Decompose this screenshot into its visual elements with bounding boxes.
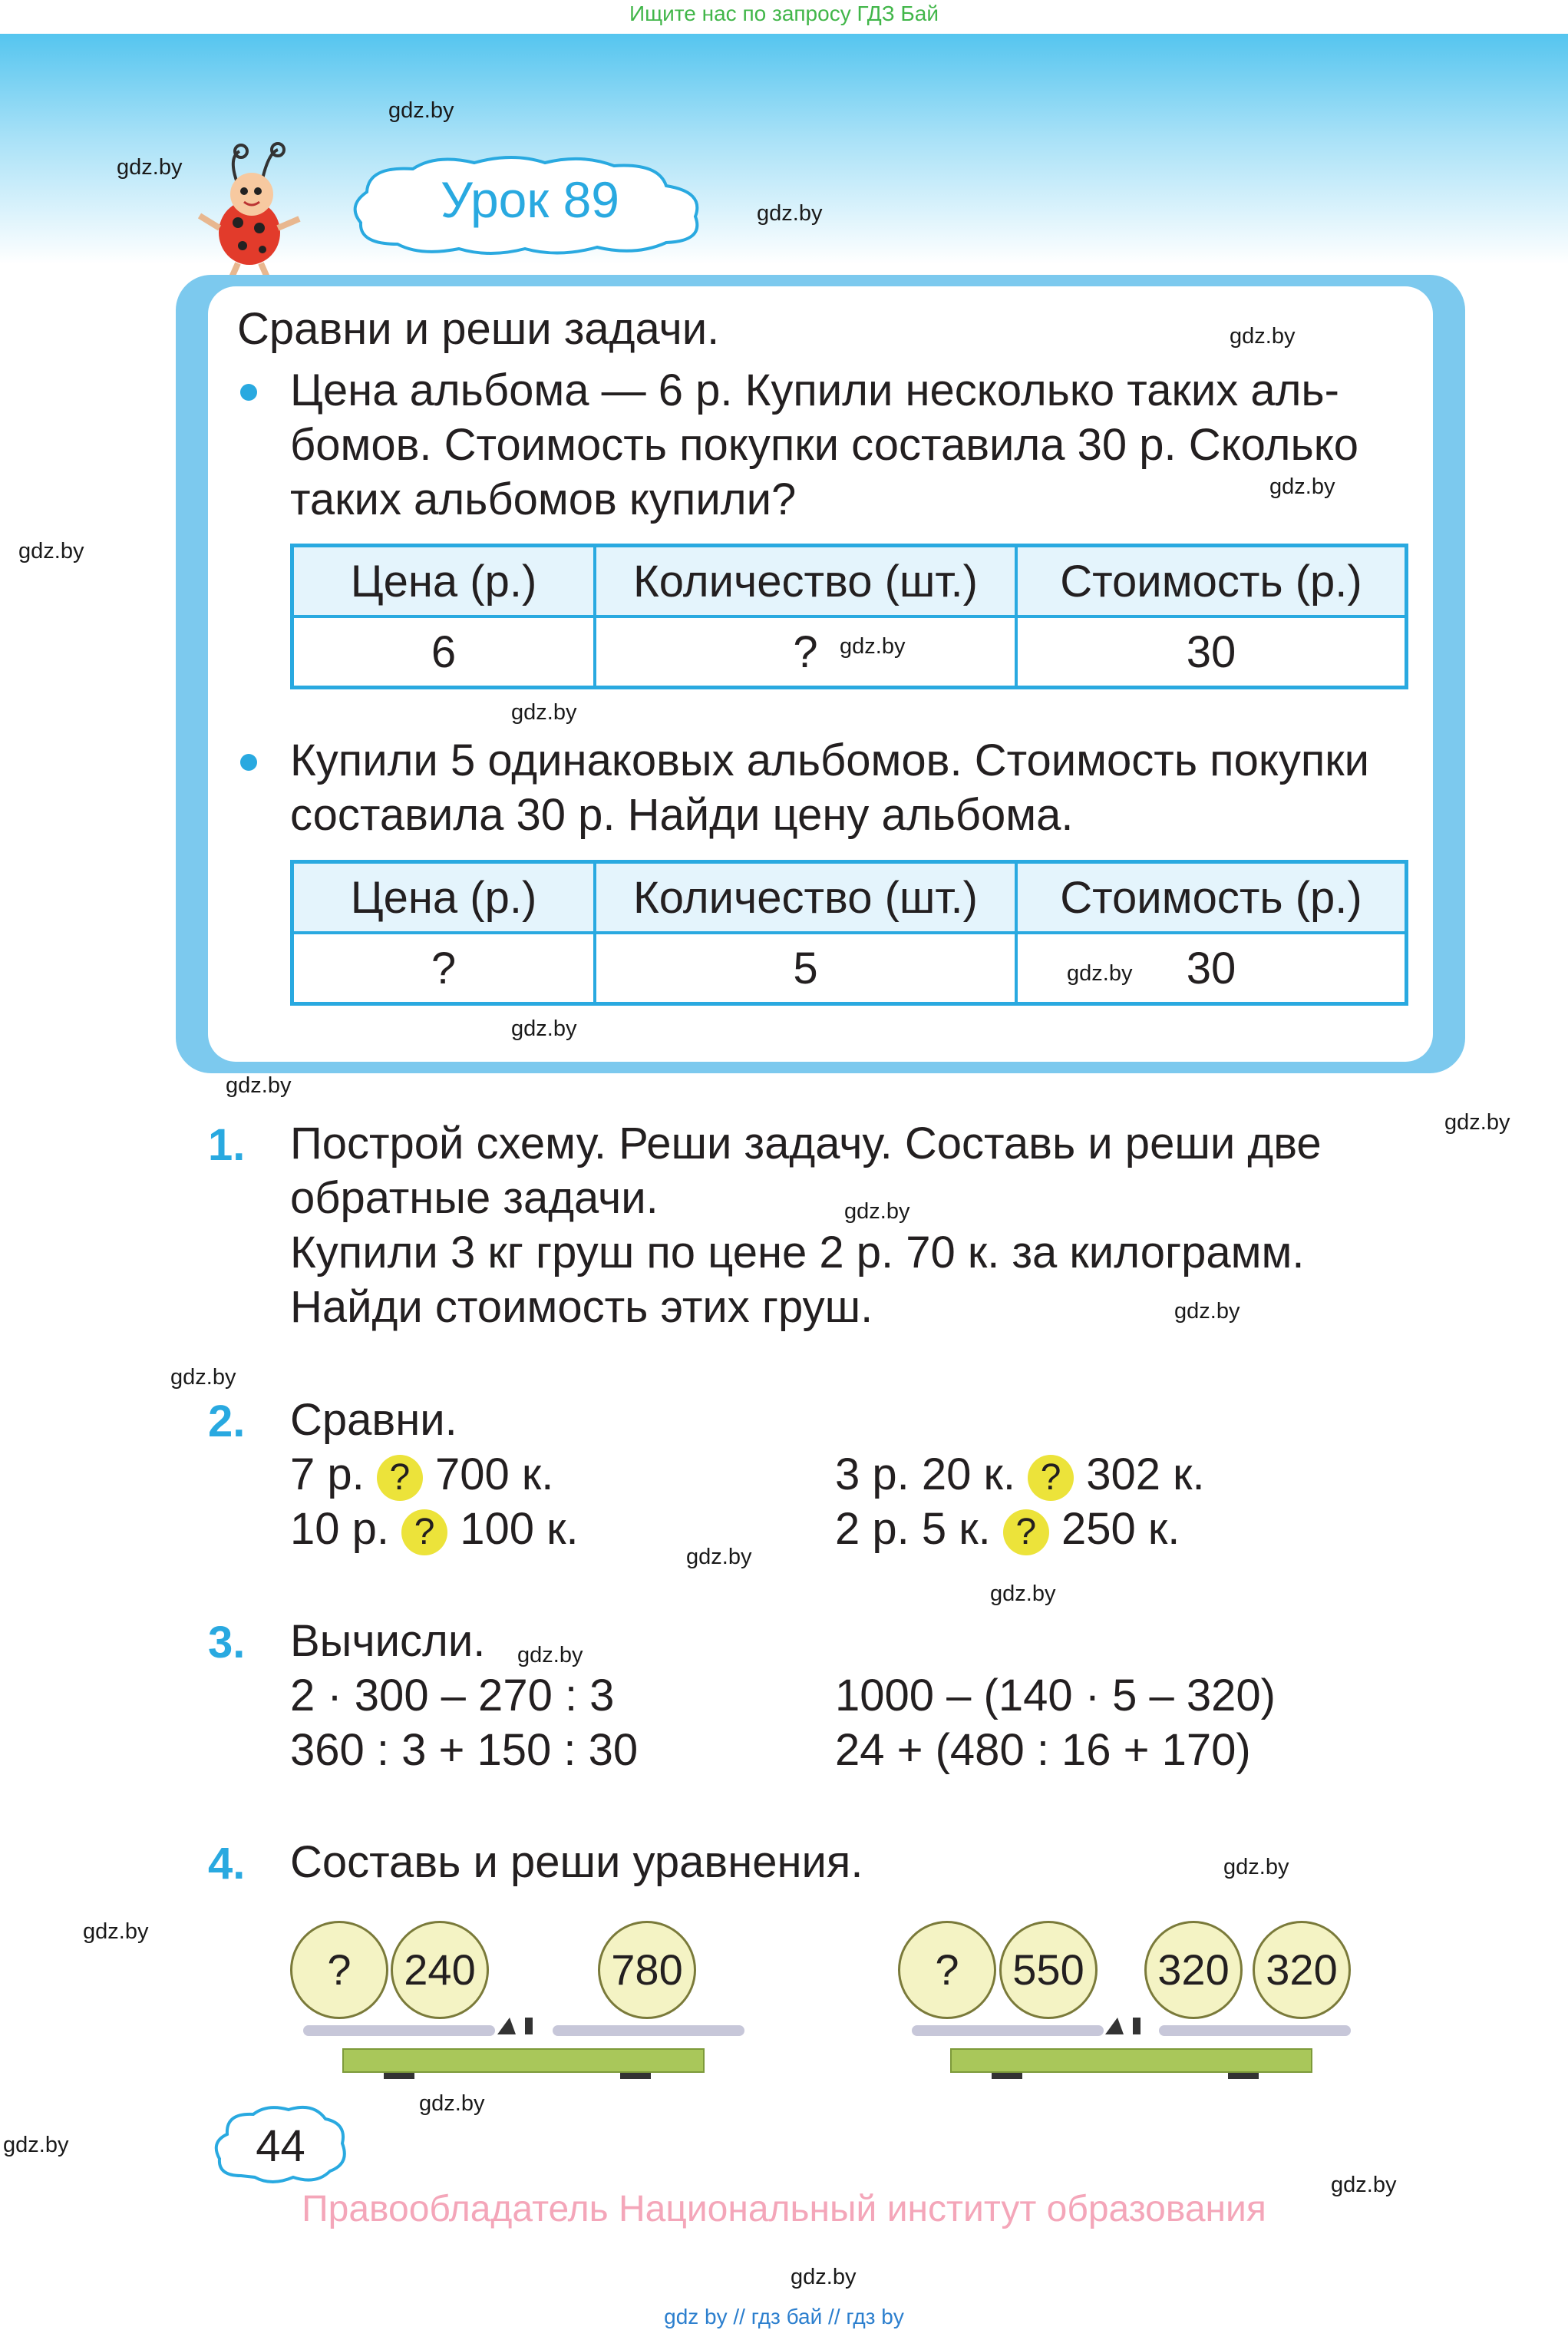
site-note: Ищите нас по запросу ГДЗ Бай: [629, 2, 939, 25]
bullet-icon: [240, 384, 257, 401]
task-number: 1.: [208, 1120, 246, 1170]
task-number: 4.: [208, 1839, 246, 1889]
table-cell: ?: [292, 933, 596, 1004]
problem1-line: бомов. Стоимость покупки составила 30 р. Сколько: [290, 420, 1358, 470]
table-cell: 5: [595, 933, 1016, 1004]
compare-value: 250 к.: [1061, 1504, 1180, 1554]
bullet-icon: [240, 754, 257, 771]
compare-value: 700 к.: [435, 1449, 554, 1499]
scale-base: [950, 2048, 1312, 2073]
compare-row: [835, 1503, 1180, 1555]
weight-circle: 780: [598, 1921, 696, 2019]
watermark: gdz.by: [1269, 474, 1335, 499]
question-mark-icon: ?: [377, 1455, 423, 1501]
task1-line: Купили 3 кг груш по цене 2 р. 70 к. за килограмм.: [290, 1228, 1305, 1277]
weight-circle: 240: [391, 1921, 489, 2019]
watermark: gdz.by: [1230, 324, 1296, 349]
table-header: Стоимость (р.): [1016, 546, 1407, 617]
intro-heading: Сравни и реши задачи.: [237, 304, 720, 354]
question-mark-icon: ?: [1028, 1455, 1074, 1501]
expression: 24 + (480 : 16 + 170): [835, 1725, 1251, 1775]
question-mark-icon: ?: [401, 1509, 447, 1555]
table-cell: 6: [292, 616, 596, 688]
weight-circle: 320: [1253, 1921, 1351, 2019]
task1-line: обратные задачи.: [290, 1173, 659, 1223]
scale-foot: [620, 2073, 651, 2079]
problem1-table: [290, 544, 1408, 689]
watermark: gdz.by: [1331, 2173, 1397, 2197]
watermark: gdz.by: [3, 2133, 69, 2157]
table-cell: 30: [1016, 616, 1407, 688]
expression: 2 · 300 – 270 : 3: [290, 1671, 615, 1720]
watermark: gdz.by: [117, 155, 183, 180]
watermark: gdz.by: [840, 634, 906, 659]
scale-foot: [1228, 2073, 1259, 2079]
expression: 360 : 3 + 150 : 30: [290, 1725, 639, 1775]
weight-circle: 320: [1144, 1921, 1243, 2019]
watermark: gdz.by: [686, 1545, 752, 1569]
compare-row: [290, 1503, 579, 1555]
watermark: gdz.by: [83, 1919, 149, 1944]
compare-value: 10 р.: [290, 1504, 389, 1554]
scale-pointer-icon: [494, 2011, 548, 2036]
watermark: gdz.by: [791, 2265, 857, 2289]
task1-line: Построй схему. Реши задачу. Составь и реши две: [290, 1119, 1322, 1168]
scale-pointer-icon: [1102, 2011, 1156, 2036]
watermark: gdz.by: [1444, 1110, 1510, 1135]
table-cell: 30: [1016, 933, 1407, 1004]
task1-line: Найди стоимость этих груш.: [290, 1282, 873, 1332]
scale-pan: [1159, 2025, 1351, 2036]
table-cell: ?: [595, 616, 1016, 688]
watermark: gdz.by: [511, 1016, 577, 1041]
watermark: gdz.by: [757, 201, 823, 226]
compare-value: 100 к.: [460, 1504, 579, 1554]
problem1-line: Цена альбома — 6 р. Купили несколько таких аль-: [290, 365, 1339, 415]
table-header: Количество (шт.): [595, 546, 1016, 617]
scale-pan: [303, 2025, 495, 2036]
bottom-line: gdz by // гдз бай // гдз by: [664, 2305, 904, 2328]
scale-foot: [992, 2073, 1022, 2079]
watermark: gdz.by: [226, 1073, 292, 1098]
table-header: Количество (шт.): [595, 862, 1016, 934]
watermark: gdz.by: [1174, 1299, 1240, 1324]
weight-circle: ?: [290, 1921, 388, 2019]
watermark: gdz.by: [511, 700, 577, 725]
watermark: gdz.by: [18, 539, 84, 564]
problem2-line: Купили 5 одинаковых альбомов. Стоимость покупки: [290, 735, 1370, 785]
weight-circle: 550: [999, 1921, 1098, 2019]
task3-title: Вычисли.: [290, 1616, 486, 1666]
copyright: Правообладатель Национальный институт образования: [302, 2189, 1266, 2229]
problem2-line: составила 30 р. Найди цену альбома.: [290, 790, 1074, 840]
watermark: gdz.by: [170, 1365, 236, 1390]
question-mark-icon: ?: [1003, 1509, 1049, 1555]
scale-pan: [553, 2025, 744, 2036]
compare-value: 2 р. 5 к.: [835, 1504, 991, 1554]
page-number: 44: [256, 2121, 305, 2171]
compare-row: [835, 1449, 1205, 1501]
scale-foot: [384, 2073, 414, 2079]
task2-title: Сравни.: [290, 1395, 457, 1445]
compare-value: 7 р.: [290, 1449, 365, 1499]
lesson-title: Урок 89: [441, 171, 619, 228]
watermark: gdz.by: [388, 98, 454, 123]
scale-base: [342, 2048, 705, 2073]
ladybug-mascot-icon: [192, 142, 307, 280]
watermark: gdz.by: [419, 2091, 485, 2116]
compare-value: 3 р. 20 к.: [835, 1449, 1015, 1499]
expression: 1000 – (140 · 5 – 320): [835, 1671, 1276, 1720]
weight-circle: ?: [898, 1921, 996, 2019]
task-number: 3.: [208, 1618, 246, 1667]
scale-pan: [912, 2025, 1104, 2036]
problem1-line: таких альбомов купили?: [290, 474, 797, 524]
table-header: Цена (р.): [292, 546, 596, 617]
watermark: gdz.by: [1067, 961, 1133, 986]
watermark: gdz.by: [844, 1199, 910, 1224]
watermark: gdz.by: [990, 1581, 1056, 1606]
compare-value: 302 к.: [1086, 1449, 1205, 1499]
compare-row: [290, 1449, 553, 1501]
table-header: Цена (р.): [292, 862, 596, 934]
watermark: gdz.by: [1223, 1855, 1289, 1879]
watermark: gdz.by: [517, 1643, 583, 1667]
task4-title: Составь и реши уравнения.: [290, 1837, 863, 1887]
task-number: 2.: [208, 1396, 246, 1446]
problem2-table: [290, 860, 1408, 1006]
table-header: Стоимость (р.): [1016, 862, 1407, 934]
